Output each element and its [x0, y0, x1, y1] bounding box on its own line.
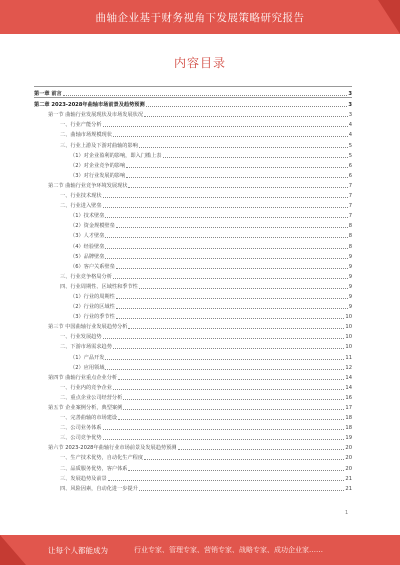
toc-leader-dots: [116, 227, 348, 228]
toc-entry-page: 7: [348, 203, 352, 210]
toc-leader-dots: [103, 207, 348, 208]
toc-entry[interactable]: [34, 169, 352, 179]
toc-entry[interactable]: [34, 189, 352, 199]
toc-entry-text: 二、重点企业公司经营分析: [60, 394, 123, 401]
toc-entry-text: 三、行业竞争格局分析: [60, 273, 112, 280]
toc-entry[interactable]: [34, 108, 352, 118]
toc-leader-dots: [116, 268, 348, 269]
toc-entry-page: 5: [348, 152, 352, 159]
toc-entry-text: 四、风险因素，自动化进一步提升: [60, 485, 138, 492]
toc-entry[interactable]: [34, 229, 352, 239]
toc-entry[interactable]: [34, 179, 352, 189]
toc-leader-dots: [105, 359, 344, 360]
toc-entry-page: 9: [348, 304, 352, 311]
toc-entry-text: 第一节 曲轴行业发展现状及市场发展状况: [48, 112, 144, 119]
toc-entry-text: （3）人才壁垒: [70, 233, 105, 240]
toc-leader-dots: [118, 379, 344, 380]
toc-entry[interactable]: [34, 350, 352, 360]
footer-wedge-decoration: [0, 535, 26, 565]
toc-entry[interactable]: [34, 340, 352, 350]
toc-entry-text: 三、公司竞争优势: [60, 435, 102, 442]
toc-leader-dots: [116, 318, 345, 319]
toc-entry-text: （4）经验壁垒: [70, 243, 105, 250]
toc-entry[interactable]: [34, 149, 352, 159]
toc-leader-dots: [113, 348, 345, 349]
toc-entry[interactable]: [34, 219, 352, 229]
toc-leader-dots: [139, 147, 348, 148]
toc-leader-dots: [103, 197, 348, 198]
toc-leader-dots: [103, 439, 345, 440]
toc-entry-text: 一、行业技术现状: [60, 193, 102, 200]
toc-leader-dots: [63, 95, 348, 96]
toc-entry-page: 4: [348, 132, 352, 139]
toc-entry[interactable]: [34, 371, 352, 381]
toc-entry[interactable]: [34, 239, 352, 249]
toc-entry-text: 三、行业上游及下游对曲轴的影响: [60, 142, 138, 149]
toc-entry-page: 7: [348, 213, 352, 220]
toc-entry-text: 第五节 企业案例分析，典型案例: [48, 405, 123, 411]
toc-leader-dots: [163, 157, 348, 158]
toc-leader-dots: [123, 409, 344, 410]
toc-entry-text: （3）对行业发展的影响: [70, 172, 126, 179]
toc-leader-dots: [116, 308, 348, 309]
toc-leader-dots: [113, 389, 345, 390]
toc-leader-dots: [113, 278, 348, 279]
toc-leader-dots: [144, 116, 348, 117]
toc-entry-text: 第二章 2023-2028年曲轴市场前景及趋势预测: [34, 102, 145, 109]
toc-entry[interactable]: [34, 441, 352, 451]
toc-leader-dots: [113, 136, 348, 137]
toc-entry-text: 二、曲轴市场规模现状: [60, 132, 112, 139]
toc-entry-page: 21: [345, 485, 352, 492]
toc-entry[interactable]: [34, 472, 352, 482]
toc-entry-page: 10: [345, 344, 352, 351]
report-title: 曲轴企业基于财务视角下发展策略研究报告: [95, 11, 305, 24]
toc-entry-page: 20: [345, 465, 352, 472]
toc-entry-page: 3: [348, 112, 352, 119]
toc-entry-page: 3: [348, 91, 352, 98]
toc-entry-page: 19: [345, 435, 352, 442]
toc-leader-dots: [128, 470, 344, 471]
toc-entry[interactable]: [34, 451, 352, 461]
toc-entry[interactable]: [34, 280, 352, 290]
toc-entry-text: 二、行业进入壁垒: [60, 203, 102, 210]
toc-entry[interactable]: [34, 138, 352, 148]
toc-entry-page: 7: [348, 182, 352, 189]
toc-leader-dots: [108, 480, 345, 481]
toc-entry-text: （2）行业的区域性: [70, 304, 115, 311]
toc-entry-page: 9: [348, 253, 352, 260]
toc-leader-dots: [105, 237, 347, 238]
toc-entry[interactable]: [34, 482, 352, 492]
toc-leader-dots: [105, 369, 344, 370]
toc-leader-dots: [128, 187, 347, 188]
toc-entry-page: 6: [348, 162, 352, 169]
toc-entry[interactable]: [34, 411, 352, 421]
toc-entry-text: 一、生产技术优势，自动化生产程度: [60, 455, 144, 462]
toc-entry[interactable]: [34, 199, 352, 209]
toc-entry[interactable]: [34, 118, 352, 128]
toc-entry-page: 9: [348, 263, 352, 270]
toc-entry-text: 一、行业产能分析: [60, 122, 102, 129]
toc-entry-text: 一、行业发展趋势: [60, 334, 102, 341]
footer-roles: 行业专家、管理专家、营销专家、战略专家、成功企业家……: [134, 546, 323, 554]
toc-entry-text: （3）行业的季节性: [70, 314, 115, 321]
toc-heading: 内容目录: [173, 56, 226, 70]
toc-entry-page: 14: [345, 374, 352, 381]
toc-leader-dots: [105, 248, 347, 249]
toc-entry[interactable]: [34, 310, 352, 320]
toc-entry-text: 第一章 前言: [34, 91, 62, 98]
toc-entry-page: 3: [348, 102, 352, 109]
toc-entry-text: （2）应用领域: [70, 364, 105, 371]
toc-leader-dots: [105, 217, 347, 218]
toc-entry-text: 第四节 曲轴行业重点企业分析: [48, 374, 118, 381]
toc-entry-text: 三、发展趋势及前景: [60, 475, 107, 482]
toc-entry-page: 20: [345, 455, 352, 462]
toc-entry[interactable]: [34, 320, 352, 330]
toc-entry[interactable]: [34, 97, 352, 108]
toc-leader-dots: [128, 328, 344, 329]
toc-entry-text: 第三节 中国曲轴行业发展趋势分析: [48, 324, 128, 331]
toc-entry-page: 5: [348, 142, 352, 149]
toc-entry[interactable]: [34, 431, 352, 441]
toc-leader-dots: [139, 288, 348, 289]
toc-leader-dots: [139, 490, 345, 491]
toc-entry[interactable]: [34, 159, 352, 169]
toc-entry-text: 一、完善曲轴的市场建设: [60, 415, 118, 422]
toc-entry-page: 4: [348, 122, 352, 129]
toc-entry[interactable]: [34, 86, 352, 97]
toc-entry-text: 一、行业内的竞争企业: [60, 384, 112, 391]
table-of-contents: [34, 86, 352, 492]
toc-entry-page: 8: [348, 223, 352, 230]
toc-entry-page: 17: [345, 405, 352, 411]
toc-entry-text: （1）行业的周期性: [70, 293, 115, 300]
toc-entry[interactable]: [34, 260, 352, 270]
toc-entry-page: 21: [345, 475, 352, 482]
toc-entry-page: 10: [345, 314, 352, 321]
toc-entry-page: 9: [348, 283, 352, 290]
toc-entry-text: （5）品牌壁垒: [70, 253, 105, 260]
toc-entry[interactable]: [34, 391, 352, 401]
toc-entry-text: 二、公司业务体系: [60, 425, 102, 432]
toc-entry[interactable]: [34, 401, 352, 411]
toc-entry-text: 第六节 2023-2028年曲轴行业市场前景及发展趋势预测: [48, 445, 177, 452]
toc-entry-text: （2）对企业竞争的影响: [70, 162, 126, 169]
footer-band: [0, 535, 400, 565]
toc-leader-dots: [103, 338, 345, 339]
toc-leader-dots: [103, 126, 348, 127]
toc-entry-page: 10: [345, 324, 352, 331]
toc-entry[interactable]: [34, 421, 352, 431]
toc-entry[interactable]: [34, 128, 352, 138]
toc-leader-dots: [105, 258, 347, 259]
toc-entry-text: 第二节 曲轴行业竞争环境发展现状: [48, 182, 128, 189]
toc-leader-dots: [146, 106, 348, 107]
toc-entry[interactable]: [34, 270, 352, 280]
toc-leader-dots: [116, 298, 348, 299]
header-band: [0, 0, 400, 34]
toc-entry[interactable]: [34, 250, 352, 260]
toc-entry-page: 7: [348, 193, 352, 200]
toc-entry-page: 8: [348, 243, 352, 250]
toc-entry-text: 四、行业周期性、区域性和季节性: [60, 283, 138, 290]
toc-entry[interactable]: [34, 209, 352, 219]
header-corner-decoration: [378, 0, 400, 34]
toc-leader-dots: [144, 459, 344, 460]
toc-entry-page: 6: [348, 172, 352, 179]
toc-leader-dots: [118, 419, 344, 420]
toc-entry-text: （1）产品开发: [70, 354, 105, 361]
toc-entry[interactable]: [34, 461, 352, 471]
toc-entry-page: 14: [345, 384, 352, 391]
toc-entry[interactable]: [34, 381, 352, 391]
toc-entry-page: 8: [348, 233, 352, 240]
footer-slogan: 让每个人都能成为: [48, 545, 108, 555]
toc-entry-page: 9: [348, 273, 352, 280]
toc-entry-page: 9: [348, 293, 352, 300]
toc-entry-text: 二、下游市场需求趋势: [60, 344, 112, 351]
toc-leader-dots: [178, 449, 345, 450]
toc-entry[interactable]: [34, 330, 352, 340]
toc-entry-page: 12: [345, 364, 352, 371]
toc-entry-text: （1）对企业盈利的影响，即入门槛上表: [70, 152, 162, 159]
toc-entry-text: （2）资金规模壁垒: [70, 223, 115, 230]
toc-leader-dots: [123, 399, 344, 400]
toc-entry-page: 18: [345, 425, 352, 432]
toc-entry-page: 20: [345, 445, 352, 452]
toc-leader-dots: [126, 177, 348, 178]
toc-leader-dots: [103, 429, 345, 430]
toc-entry[interactable]: [34, 290, 352, 300]
toc-entry-text: （6）客户关系壁垒: [70, 263, 115, 270]
toc-entry-page: 18: [345, 415, 352, 422]
toc-leader-dots: [126, 167, 348, 168]
toc-entry-page: 11: [345, 354, 352, 361]
toc-entry-text: （1）技术壁垒: [70, 213, 105, 220]
page-number: 1: [345, 510, 349, 516]
toc-entry-text: 二、品质服务优势，客户体系: [60, 465, 128, 472]
toc-entry[interactable]: [34, 300, 352, 310]
toc-entry[interactable]: [34, 361, 352, 371]
toc-entry-page: 16: [345, 394, 352, 401]
toc-entry-page: 10: [345, 334, 352, 341]
